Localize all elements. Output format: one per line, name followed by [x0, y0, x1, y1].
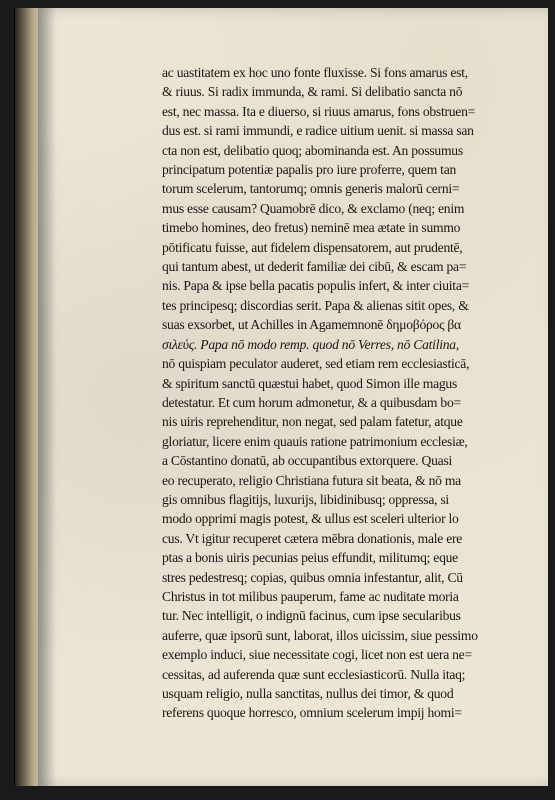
text-line: detestatur. Et cum horum admonetur, & a quibusdam bo= — [162, 394, 461, 410]
text-line: nō quispiam peculator auderet, sed etiam rem ecclesiasticā, — [162, 356, 470, 372]
text-line: exemplo induci, siue necessitate cogi, licet non est uera ne= — [162, 647, 472, 663]
text-line: principatum potentiæ papalis pro iure proferre, quem tan — [162, 162, 457, 178]
text-line: σιλεύς. Papa nō modo remp. quod nō Verres, nō Catilina, — [162, 336, 460, 352]
text-line: Christus in tot milibus pauperum, fame ac nuditate moria — [162, 588, 459, 604]
text-line: stres pedestresq; copias, quibus omnia infestantur, alit, Cū — [162, 569, 463, 585]
text-line: gloriatur, licere enim quauis ratione patrimonium ecclesiæ, — [162, 433, 468, 449]
text-line: tur. Nec intelligit, o indignū facinus, cum ipse secularibus — [162, 608, 461, 624]
text-line: est, nec massa. Ita e diuerso, si riuus amarus, fons obstruen= — [162, 103, 476, 119]
text-line: ptas a bonis uiris pecunias peius effundit, militumq; eque — [162, 550, 458, 566]
text-line: suas exsorbet, ut Achilles in Agamemnonē δημοβόρος βα — [162, 317, 461, 333]
text-line: eo recuperato, religio Christiana futura sit beata, & nō ma — [162, 472, 461, 488]
text-line: modo opprimi magis potest, & ullus est sceleri ulterior lo — [162, 511, 459, 527]
text-line: ac uastitatem ex hoc uno fonte fluxisse. Si fons amarus est, — [162, 65, 468, 80]
text-line: a Cōstantino donatū, ab occupantibus extorquere. Quasi — [162, 453, 453, 469]
text-line: usquam religio, nulla sanctitas, nullus dei timor, & quod — [162, 686, 454, 701]
text-line: pōtificatu fuisse, aut fidelem dispensatorem, aut prudentē, — [162, 239, 463, 255]
text-line: gis omnibus flagitijs, luxurijs, libidinibusq; oppressa, si — [162, 491, 449, 507]
text-line: qui tantum abest, ut dederit familiæ dei cibū, & escam pa= — [162, 259, 467, 275]
text-line: mus esse causam? Quamobrē dico, & exclamo (neq; enim — [162, 200, 465, 216]
text-line: referens quoque horresco, omnium scelerum impij homi= — [162, 705, 462, 721]
text-line: cus. Vt igitur recuperet cætera mēbra donationis, male ere — [162, 530, 463, 546]
text-line: torum scelerum, tantorumq; omnis generis malorū cerni= — [162, 181, 460, 197]
text-line: nis uiris reprehenditur, non negat, sed palam fatetur, atque — [162, 414, 463, 430]
book-page-edges — [14, 8, 41, 786]
page-text-block — [162, 63, 540, 723]
text-line: & riuus. Si radix immunda, & rami. Si delibatio sancta nō — [162, 84, 463, 100]
gutter-shadow — [38, 8, 56, 786]
text-line: tes principesq; discordias serit. Papa & alienas sitit opes, & — [162, 297, 469, 313]
text-line: dus est. si rami immundi, e radice uitium uenit. si massa san — [162, 123, 474, 139]
text-line: nis. Papa & ipse bella pacatis populis infert, & inter ciuita= — [162, 278, 470, 294]
text-line: auferre, quæ ipsorū sunt, laborat, illos uicissim, siue pessimo — [162, 627, 478, 643]
text-line: timebo homines, deo fretus) neminē mea ætate in summo — [162, 220, 461, 236]
text-line: & spiritum sanctū quæstui habet, quod Simon ille magus — [162, 375, 457, 391]
text-line: cta non est, delibatio quoq; abominanda est. An possumus — [162, 142, 463, 158]
text-line: cessitas, ad auferenda quæ sunt ecclesiasticorū. Nulla itaq; — [162, 666, 466, 682]
